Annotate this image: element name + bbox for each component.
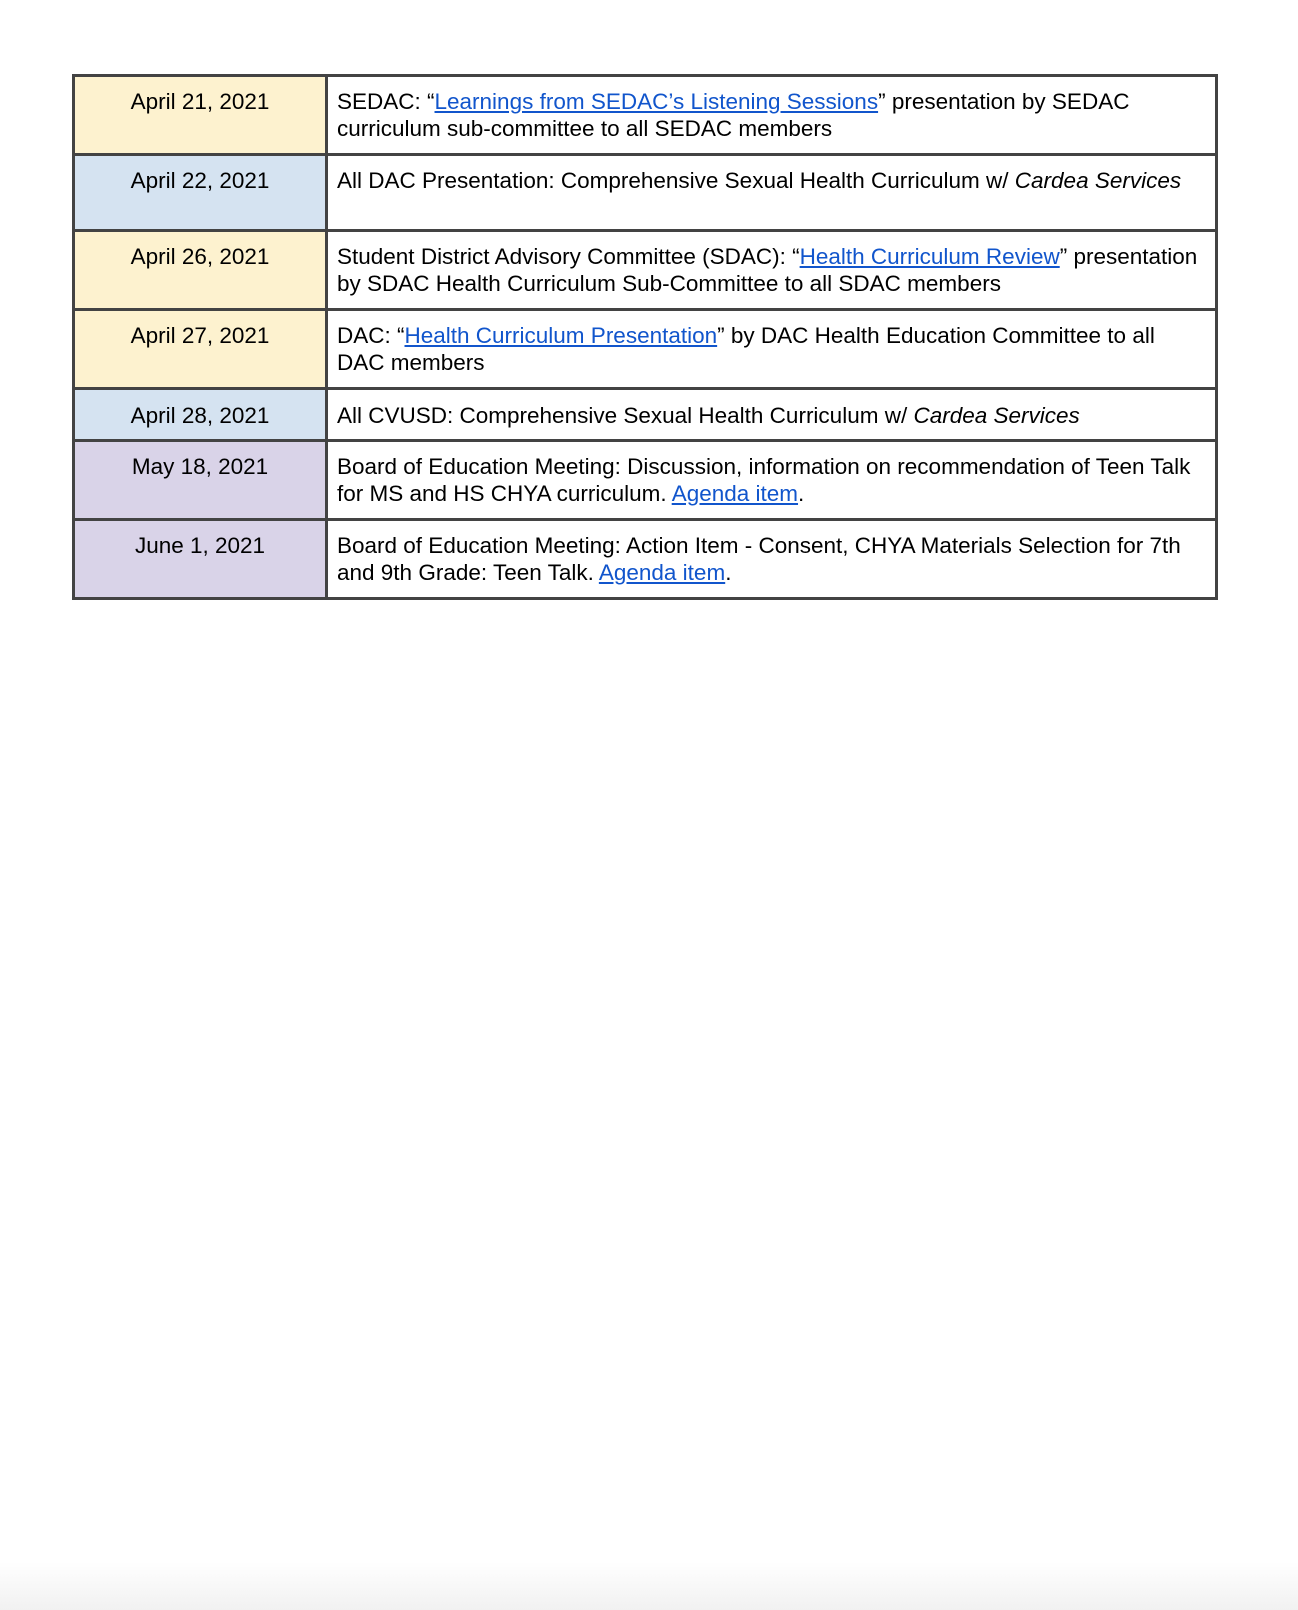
date-cell [74, 520, 327, 599]
description-cell [327, 155, 1217, 231]
date-cell [74, 310, 327, 389]
sedac-listening-sessions-link[interactable]: Learnings from SEDAC’s Listening Sessions [434, 89, 879, 114]
date-text: May 18, 2021 [131, 454, 269, 479]
description-cell [327, 76, 1217, 155]
date-cell [74, 76, 327, 155]
table-row [74, 441, 1217, 520]
description-cell [327, 231, 1217, 310]
description-prefix: Student District Advisory Committee (SDAC): “ [337, 244, 800, 269]
date-text: April 27, 2021 [130, 323, 270, 348]
table-row [74, 76, 1217, 155]
date-text: April 21, 2021 [130, 89, 270, 114]
table-row [74, 389, 1217, 441]
description-cell [327, 441, 1217, 520]
date-cell [74, 441, 327, 520]
description-text: All CVUSD: Comprehensive Sexual Health Curriculum w/ [337, 403, 914, 428]
description-suffix: ” by DAC Health Education Committee to all DAC members [337, 323, 1155, 375]
table-row [74, 310, 1217, 389]
agenda-item-link[interactable]: Agenda item [598, 560, 726, 585]
description-cell [327, 389, 1217, 441]
table-row [74, 231, 1217, 310]
date-text: April 22, 2021 [130, 168, 270, 193]
description-suffix: . [725, 560, 732, 585]
description-text: Board of Education Meeting: Action Item - Consent, CHYA Materials Selection for 7th and 9th Grade: Teen Talk. [337, 533, 1181, 585]
description-suffix: . [798, 481, 805, 506]
date-text: April 26, 2021 [130, 244, 270, 269]
description-italic: Cardea Services [913, 403, 1080, 428]
page-bottom-shade [0, 1562, 1298, 1610]
date-cell [74, 389, 327, 441]
description-cell [327, 310, 1217, 389]
date-cell [74, 231, 327, 310]
date-text: April 28, 2021 [130, 403, 270, 428]
timeline-table [72, 74, 1218, 600]
description-suffix: ” presentation by SDAC Health Curriculum Sub-Committee to all SDAC members [337, 244, 1198, 296]
health-curriculum-review-link[interactable]: Health Curriculum Review [799, 244, 1060, 269]
agenda-item-link[interactable]: Agenda item [671, 481, 799, 506]
date-text: June 1, 2021 [134, 533, 266, 558]
description-text: Board of Education Meeting: Discussion, information on recommendation of Teen Talk for MS and HS CHYA curriculum. [337, 454, 1191, 506]
table-row [74, 155, 1217, 231]
table-row [74, 520, 1217, 599]
description-cell [327, 520, 1217, 599]
description-suffix: ” presentation by SEDAC curriculum sub-committee to all SEDAC members [337, 89, 1130, 141]
description-text: All DAC Presentation: Comprehensive Sexual Health Curriculum w/ [337, 168, 1015, 193]
description-italic: Cardea Services [1014, 168, 1182, 193]
health-curriculum-presentation-link[interactable]: Health Curriculum Presentation [404, 323, 718, 348]
description-prefix: SEDAC: “ [337, 89, 435, 114]
date-cell [74, 155, 327, 231]
description-prefix: DAC: “ [337, 323, 405, 348]
